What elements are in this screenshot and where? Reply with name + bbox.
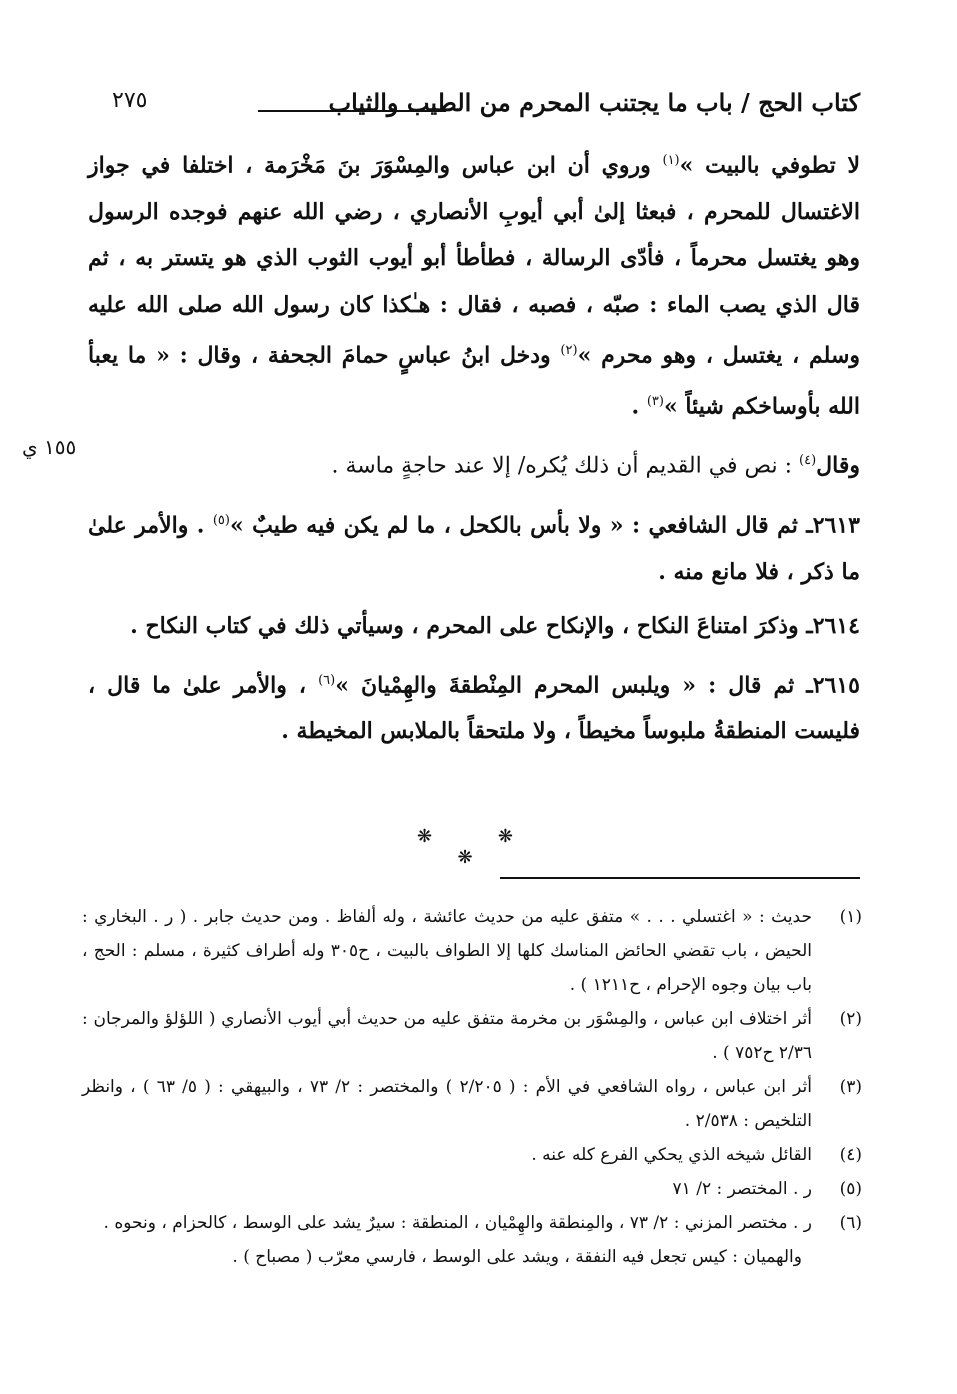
footnote-ref-3: (٣) [646,394,664,410]
entry-number: ٢٦١٣ـ [806,512,860,539]
entry-rest: ، والأمر علىٰ ما قال ، فليست المنطقةُ ملبوساً مخيطاً ، ولا ملتحقاً بالملابس المخيطة . [88,671,860,745]
running-title: كتاب الحج / باب ما يجتنب المحرم من الطيب والثياب [328,88,860,117]
footnote-6 [82,1206,862,1240]
entry-2615 [88,658,860,755]
footnote-text: ر . المختصر : ٢/ ٧١ [672,1179,812,1199]
footnote-rule [500,877,860,879]
footnote-number: (٣) [839,1077,862,1097]
main-text [88,138,860,755]
page-number: ٢٧٥ [112,88,148,113]
footnote-text: ر . مختصر المزني : ٢/ ٧٣ ، والمِنطقة والهِمْيان ، المنطقة : سيرٌ يشد على الوسط ، كالحزام ، ونحوه . [103,1213,812,1233]
entry-number: ٢٦١٥ـ [806,671,860,698]
intro-end: . [631,393,647,420]
footnote-number: (٤) [839,1145,862,1165]
entry-2613 [88,498,860,595]
footnote-text: القائل شيخه الذي يحكي الفرع كله عنه . [531,1145,812,1165]
footnote-5 [82,1172,862,1206]
footnote-ref-6: (٦) [318,672,336,688]
margin-manuscript-reference: ١٥٥ ي [22,435,77,459]
qala-paragraph [88,438,860,490]
entry-number: ٢٦١٤ـ [806,613,860,640]
intro-continuation-2: ودخل ابنُ عباسٍ حمامَ الجحفة ، وقال : « ما يعبأ الله بأوساخكم شيئاً » [88,342,860,420]
qala-text: : نص في القديم أن ذلك يُكره/ إلا عند حاجةٍ ماسة . [331,453,800,479]
section-divider-stars: ❋ ❋ ❋ [417,826,543,868]
entry-rest: . والأمر علىٰ ما ذكر ، فلا مانع منه . [88,512,860,585]
page-header [90,88,860,128]
entry-text: ثم قال الشافعي : « ولا بأس بالكحل ، ما لم يكن فيه طيبٌ » [229,512,807,539]
footnote-1 [82,900,862,1002]
qala-label: وقال [816,452,860,479]
intro-paragraph [88,138,860,430]
footnote-ref-1: (١) [662,153,680,168]
footnotes [82,900,862,1274]
footnote-ref-5: (٥) [212,512,230,528]
footnote-continuation: والهميان : كيس تجعل فيه النفقة ، ويشد على الوسط ، فارسي معرّب ( مصباح ) . [232,1247,802,1267]
intro-continuation: وروي أن ابن عباس والمِسْوَرَ بنَ مَخْرَمة ، اختلفا في جواز الاغتسال للمحرم ، فبعثا إلىٰ أبي أيوبِ الأنصاري ، رضي الله عنهم فوجده الرسول وهو يغتسل محرماً ، فأدّى الرسالة ، فطأطأ أبو أيوب الثوب الذي هو يتستر به ، ثم قال الذي يصب الماء : صبّه ، فصبه ، فقال : هـٰكذا كان رسول الله صلى الله عليه وسلم ، يغتسل ، وهو محرم » [88,152,861,369]
footnote-ref-2: (٢) [560,343,578,359]
footnote-number: (٦) [839,1213,862,1233]
entry-2614 [88,603,860,650]
footnote-2 [82,1002,862,1070]
entry-text: وذكرَ امتناعَ النكاح ، والإنكاح على المحرم ، وسيأتي ذلك في كتاب النكاح . [130,613,807,640]
entry-text: ثم قال : « ويلبس المحرم المِنْطقةَ والهِمْيانَ » [335,671,807,698]
footnote-text: حديث : « اغتسلي . . . » متفق عليه من حديث عائشة ، وله ألفاظ . ومن حديث جابر . ( ر . البخاري : الحيض ، باب تقضي الحائض المناسك كلها إلا الطواف بالبيت ، ح٣٠٥ وله أطراف كثيرة ، مسلم : الحج ، باب بيان وجوه الإحرام ، ح١٢١١ ) . [82,907,813,995]
intro-text: لا تطوفي بالبيت » [679,152,860,179]
footnote-number: (٢) [839,1009,862,1029]
footnote-text: أثر ابن عباس ، رواه الشافعي في الأم : ( ٢/٢٠٥ ) والمختصر : ٢/ ٧٣ ، والبيهقي : ( ٥/ ٦٣ ) ، وانظر التلخيص : ٢/٥٣٨ . [82,1077,812,1131]
footnote-ref-4: (٤) [799,452,817,468]
footnote-3 [82,1070,862,1138]
footnote-text: أثر اختلاف ابن عباس ، والمِسْوَر بن مخرمة متفق عليه من حديث أبي أيوب الأنصاري ( اللؤلؤ والمرجان : ٢/٣٦ ح٧٥٢ ) . [82,1009,812,1063]
footnote-4 [82,1138,862,1172]
footnote-number: (١) [839,907,862,927]
footnote-number: (٥) [839,1179,862,1199]
